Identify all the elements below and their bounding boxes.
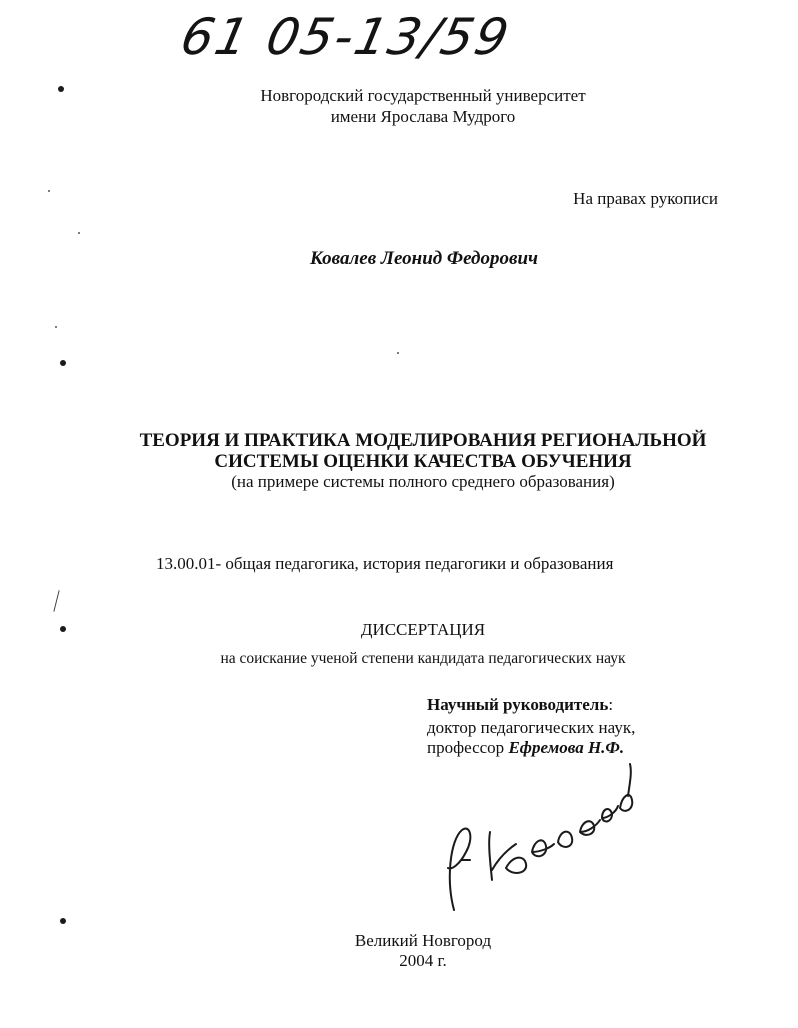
scan-speck bbox=[78, 232, 80, 234]
scan-dot bbox=[58, 86, 64, 92]
scan-dot bbox=[60, 626, 66, 632]
advisor-heading bbox=[427, 695, 613, 715]
advisor-degree: доктор педагогических наук, bbox=[427, 718, 636, 737]
year: 2004 г. bbox=[399, 951, 447, 970]
title-line-2: СИСТЕМЫ ОЦЕНКИ КАЧЕСТВА ОБУЧЕНИЯ bbox=[214, 451, 632, 472]
title-line-1: ТЕОРИЯ И ПРАКТИКА МОДЕЛИРОВАНИЯ РЕГИОНАЛЬНОЙ bbox=[139, 430, 707, 451]
advisor-heading-colon: : bbox=[608, 695, 614, 714]
handwritten-archive-code: 61 05-13/59 bbox=[175, 8, 516, 66]
advisor-name: Ефремова Н.Ф. bbox=[508, 738, 625, 757]
advisor-rank: профессор bbox=[427, 738, 509, 757]
scan-speck bbox=[55, 326, 57, 328]
university-name: Новгородский государственный университет bbox=[260, 86, 586, 105]
scan-dot bbox=[60, 918, 66, 924]
author-name: Ковалев Леонид Федорович bbox=[309, 248, 539, 269]
scan-dot bbox=[60, 360, 66, 366]
city: Великий Новгород bbox=[354, 931, 492, 950]
scan-speck bbox=[48, 190, 50, 192]
author-signature bbox=[440, 760, 650, 920]
scan-scratch bbox=[53, 590, 59, 612]
rights-note: На правах рукописи bbox=[573, 189, 718, 208]
advisor-heading-text: Научный руководитель bbox=[427, 695, 609, 714]
specialty-code: 13.00.01- общая педагогика, история педагогики и образования bbox=[156, 554, 614, 573]
scan-speck bbox=[397, 352, 399, 354]
degree-line: на соискание ученой степени кандидата педагогических наук bbox=[220, 650, 626, 667]
university-named-after: имени Ярослава Мудрого bbox=[330, 107, 516, 126]
title-subtitle: (на примере системы полного среднего образования) bbox=[231, 472, 615, 491]
document-type: ДИССЕРТАЦИЯ bbox=[360, 620, 486, 639]
advisor-title bbox=[427, 738, 624, 758]
